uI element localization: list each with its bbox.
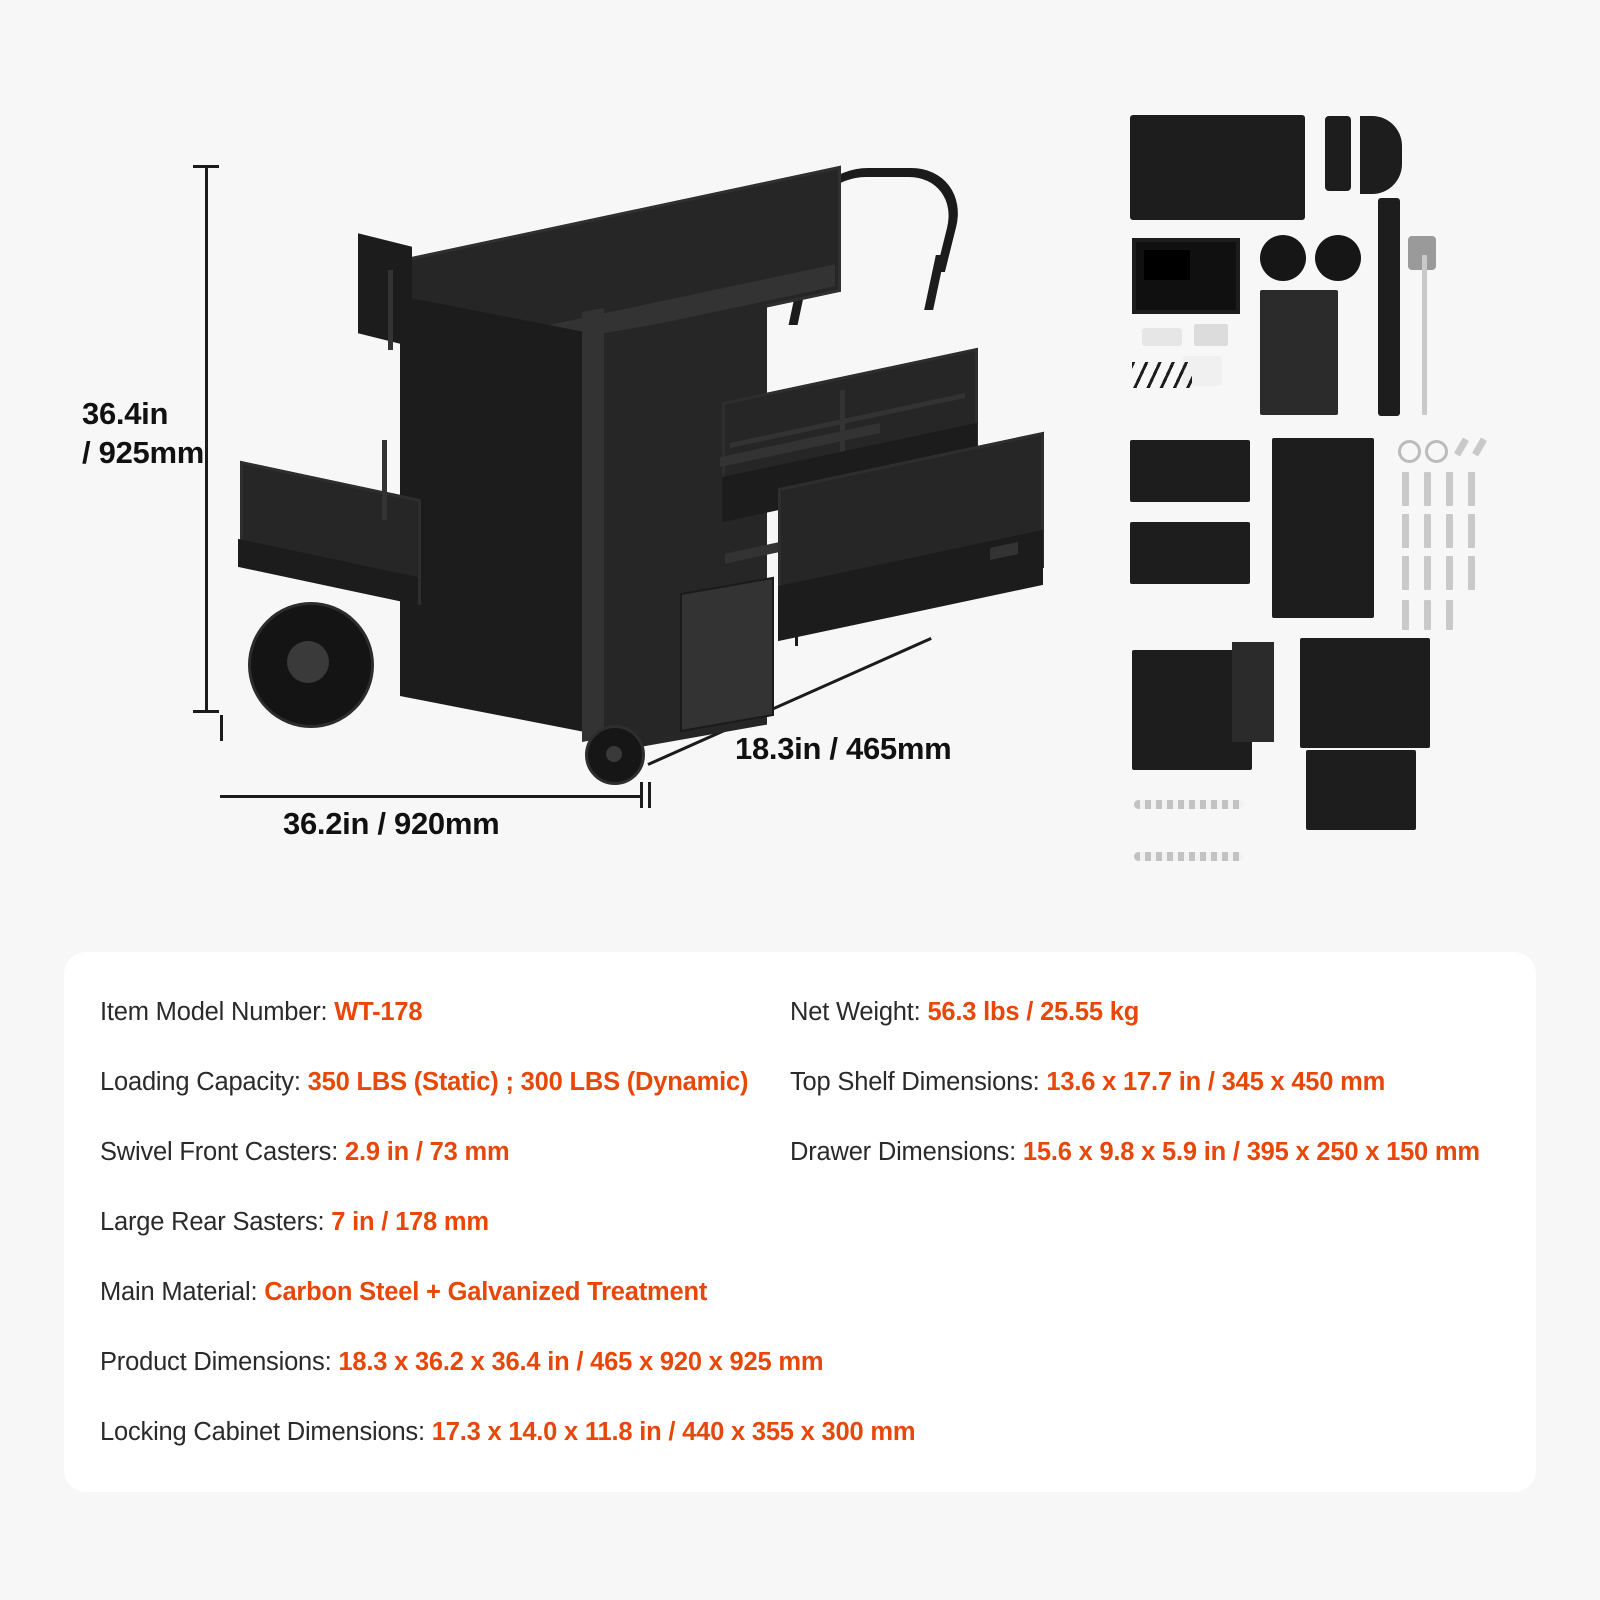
spec-value-rear-casters: 7 in / 178 mm <box>331 1208 489 1236</box>
height-dimension-value-in: 36.4in <box>82 396 169 431</box>
spec-row-material <box>100 1278 800 1307</box>
part-hook-1 <box>1454 437 1469 456</box>
part-bolt-c1 <box>1402 556 1409 590</box>
part-top-panel <box>1130 115 1305 220</box>
spec-label-locking-cabinet: Locking Cabinet Dimensions: <box>100 1418 425 1446</box>
spec-row-net-weight <box>790 998 1520 1027</box>
specifications-card <box>64 952 1536 1492</box>
spec-value-product-dimensions: 18.3 x 36.2 x 36.4 in / 465 x 920 x 925 mm <box>338 1348 824 1376</box>
part-slide-rail-assembly <box>1232 642 1274 742</box>
front-swivel-caster <box>585 725 645 785</box>
spec-label-drawer-dimensions: Drawer Dimensions: <box>790 1138 1016 1166</box>
part-bolt-b2 <box>1424 514 1431 548</box>
part-bolt-b4 <box>1468 514 1475 548</box>
rear-wheel <box>248 602 374 728</box>
height-dimension-tick-bottom <box>193 710 219 713</box>
cylinder-chain-upper <box>388 270 393 350</box>
height-dimension-label <box>82 395 204 473</box>
part-chain-2 <box>1134 852 1244 861</box>
part-tray-bottom <box>1130 522 1250 584</box>
part-wheel-1 <box>1260 235 1306 281</box>
front-caster-hub <box>606 746 622 762</box>
spec-row-top-shelf <box>790 1068 1520 1097</box>
part-side-bracket-right <box>1360 116 1402 194</box>
spec-value-model: WT-178 <box>334 998 423 1026</box>
spec-value-material: Carbon Steel + Galvanized Treatment <box>264 1278 708 1306</box>
part-bolt-a2 <box>1424 472 1431 506</box>
part-bolt-a4 <box>1468 472 1475 506</box>
part-hook-2 <box>1472 437 1487 456</box>
part-zip-ties <box>1132 362 1192 388</box>
part-bolt-b3 <box>1446 514 1453 548</box>
part-cabinet-door <box>1272 438 1374 618</box>
cabinet-lower-door <box>680 577 774 733</box>
height-dimension-line <box>205 165 208 710</box>
part-hardware-bag <box>1142 328 1182 346</box>
spec-row-swivel-casters <box>100 1138 800 1167</box>
part-drawer-frame <box>1300 638 1430 748</box>
part-long-rail <box>1378 198 1400 416</box>
part-bolt-b1 <box>1402 514 1409 548</box>
part-washer-2 <box>1425 440 1448 463</box>
part-bolt-c2 <box>1424 556 1431 590</box>
part-bolt-d3 <box>1446 600 1453 630</box>
exploded-parts-diagram <box>1120 110 1570 900</box>
part-drawer-panel <box>1306 750 1416 830</box>
spec-value-top-shelf: 13.6 x 17.7 in / 345 x 450 mm <box>1046 1068 1386 1096</box>
spec-row-model <box>100 998 800 1027</box>
part-bolt-d2 <box>1424 600 1431 630</box>
spec-value-loading-capacity: 350 LBS (Static) ; 300 LBS (Dynamic) <box>307 1068 749 1096</box>
part-rod <box>1422 255 1427 415</box>
height-dimension-value-mm: / 925mm <box>82 434 204 470</box>
spec-label-product-dimensions: Product Dimensions: <box>100 1348 332 1376</box>
rear-wheel-hub <box>287 641 329 683</box>
spec-value-locking-cabinet: 17.3 x 14.0 x 11.8 in / 440 x 355 x 300 mm <box>431 1418 916 1446</box>
part-back-panel <box>1260 290 1338 415</box>
spec-label-model: Item Model Number: <box>100 998 328 1026</box>
spec-value-swivel-casters: 2.9 in / 73 mm <box>345 1138 510 1166</box>
width-dimension-tick-left <box>220 715 223 741</box>
cabinet-body-left <box>400 296 595 734</box>
spec-row-locking-cabinet <box>100 1418 916 1447</box>
spec-label-top-shelf: Top Shelf Dimensions: <box>790 1068 1040 1096</box>
part-hardware-label <box>1194 324 1228 346</box>
part-bolt-c4 <box>1468 556 1475 590</box>
spec-label-material: Main Material: <box>100 1278 258 1306</box>
height-dimension-tick-top <box>193 165 219 168</box>
part-chain-1 <box>1134 800 1244 809</box>
spec-value-drawer-dimensions: 15.6 x 9.8 x 5.9 in / 395 x 250 x 150 mm <box>1022 1138 1480 1166</box>
part-wheel-2 <box>1315 235 1361 281</box>
part-bolt-a1 <box>1402 472 1409 506</box>
welding-cart-drawing <box>230 160 1060 800</box>
specs-column-right <box>790 998 1520 1208</box>
part-washer-1 <box>1398 440 1421 463</box>
depth-dimension-label: 18.3in / 465mm <box>735 731 952 766</box>
width-dimension-label: 36.2in / 920mm <box>283 806 500 841</box>
spec-row-loading-capacity <box>100 1068 800 1097</box>
spec-label-rear-casters: Large Rear Sasters: <box>100 1208 325 1236</box>
spec-row-drawer-dimensions <box>790 1138 1520 1167</box>
spec-row-rear-casters <box>100 1208 800 1237</box>
drawer-upper-divider-2 <box>840 389 845 460</box>
spec-label-net-weight: Net Weight: <box>790 998 921 1026</box>
part-tray-divider <box>1130 440 1250 502</box>
cabinet-door-edge <box>582 308 604 742</box>
part-bolt-c3 <box>1446 556 1453 590</box>
spec-label-swivel-casters: Swivel Front Casters: <box>100 1138 339 1166</box>
spec-row-product-dimensions <box>100 1348 824 1377</box>
spec-label-loading-capacity: Loading Capacity: <box>100 1068 301 1096</box>
part-bolt-a3 <box>1446 472 1453 506</box>
part-bolt-d1 <box>1402 600 1409 630</box>
cylinder-chain-lower <box>382 440 387 520</box>
part-side-bracket-left <box>1325 116 1351 191</box>
spec-value-net-weight: 56.3 lbs / 25.55 kg <box>927 998 1140 1026</box>
part-handle-label <box>1144 250 1190 280</box>
